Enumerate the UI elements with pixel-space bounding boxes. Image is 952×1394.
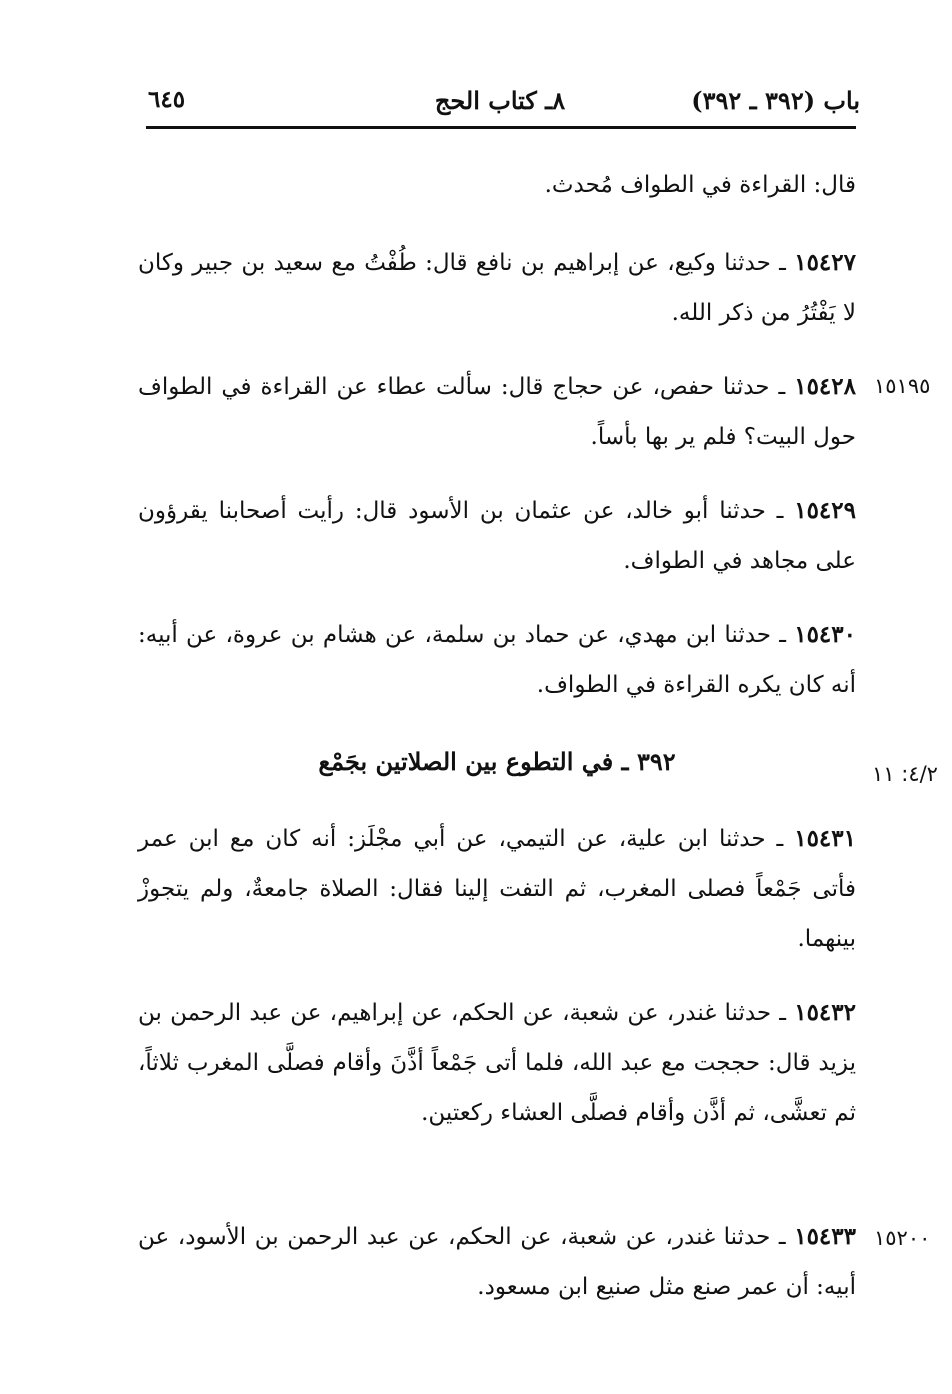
hadith-15432 [138,988,856,1138]
hadith-number: ١٥٤٣٢ [794,999,856,1026]
section-heading: ٣٩٢ ـ في التطوع بين الصلاتين بجَمْع [318,747,676,776]
hadith-number: ١٥٤٢٧ [794,249,856,276]
page-header [140,82,860,122]
hadith-15429 [138,486,856,586]
hadith-15433 [138,1212,856,1312]
hadith-15427 [138,238,856,338]
hadith-number: ١٥٤٢٨ [794,373,856,400]
book-title: ٨ـ كتاب الحج [434,86,566,115]
chapter-range: باب (٣٩٢ ـ ٣٩٢) [691,86,860,115]
hadith-text: ـ حدثنا غندر، عن شعبة، عن الحكم، عن عبد الرحمن بن الأسود، عن أبيه: أن عمر صنع مثل صنيع ابن مسعود. [138,1224,856,1300]
margin-note-15200: ١٥٢٠٠ [874,1226,931,1250]
hadith-15430 [138,610,856,710]
hadith-number: ١٥٤٣١ [794,825,856,852]
hadith-text: ـ حدثنا وكيع، عن إبراهيم بن نافع قال: طُفْتُ مع سعيد بن جبير وكان لا يَفْتُرُ من ذكر الله. [138,250,856,326]
hadith-15431 [138,814,856,964]
hadith-number: ١٥٤٣٠ [794,621,856,648]
hadith-text: ـ حدثنا غندر، عن شعبة، عن الحكم، عن إبراهيم، عن عبد الرحمن بن يزيد قال: حججت مع عبد الله، فلما أتى جَمْعاً أذَّنَ وأقام فصلَّى المغرب ثلاثاً، ثم تعشَّى، ثم أذَّن وأقام فصلَّى العشاء ركعتين. [138,1000,856,1126]
hadith-text: ـ حدثنا حفص، عن حجاج قال: سألت عطاء عن القراءة في الطواف حول البيت؟ فلم ير بها بأساً. [138,374,856,450]
margin-note-ref: ٤/٢: ١١ [872,762,938,786]
hadith-15428 [138,362,856,462]
hadith-number: ١٥٤٢٩ [794,497,856,524]
hadith-text: ـ حدثنا ابن مهدي، عن حماد بن سلمة، عن هشام بن عروة، عن أبيه: أنه كان يكره القراءة في الطواف. [138,622,856,698]
hadith-text: ـ حدثنا أبو خالد، عن عثمان بن الأسود قال: رأيت أصحابنا يقرؤون على مجاهد في الطواف. [138,498,856,574]
hadith-number: ١٥٤٣٣ [794,1223,856,1250]
paragraph-intro [138,160,856,210]
page-number: ٦٤٥ [148,86,186,113]
header-rule [146,126,856,129]
margin-note-15195: ١٥١٩٥ [874,374,931,398]
hadith-text: ـ حدثنا ابن علية، عن التيمي، عن أبي مجْلَز: أنه كان مع ابن عمر فأتى جَمْعاً فصلى المغرب، ثم التفت إلينا فقال: الصلاة جامعةٌ، ولم يتجوزْ بينهما. [138,826,856,952]
paragraph-text: قال: القراءة في الطواف مُحدث. [544,172,856,198]
